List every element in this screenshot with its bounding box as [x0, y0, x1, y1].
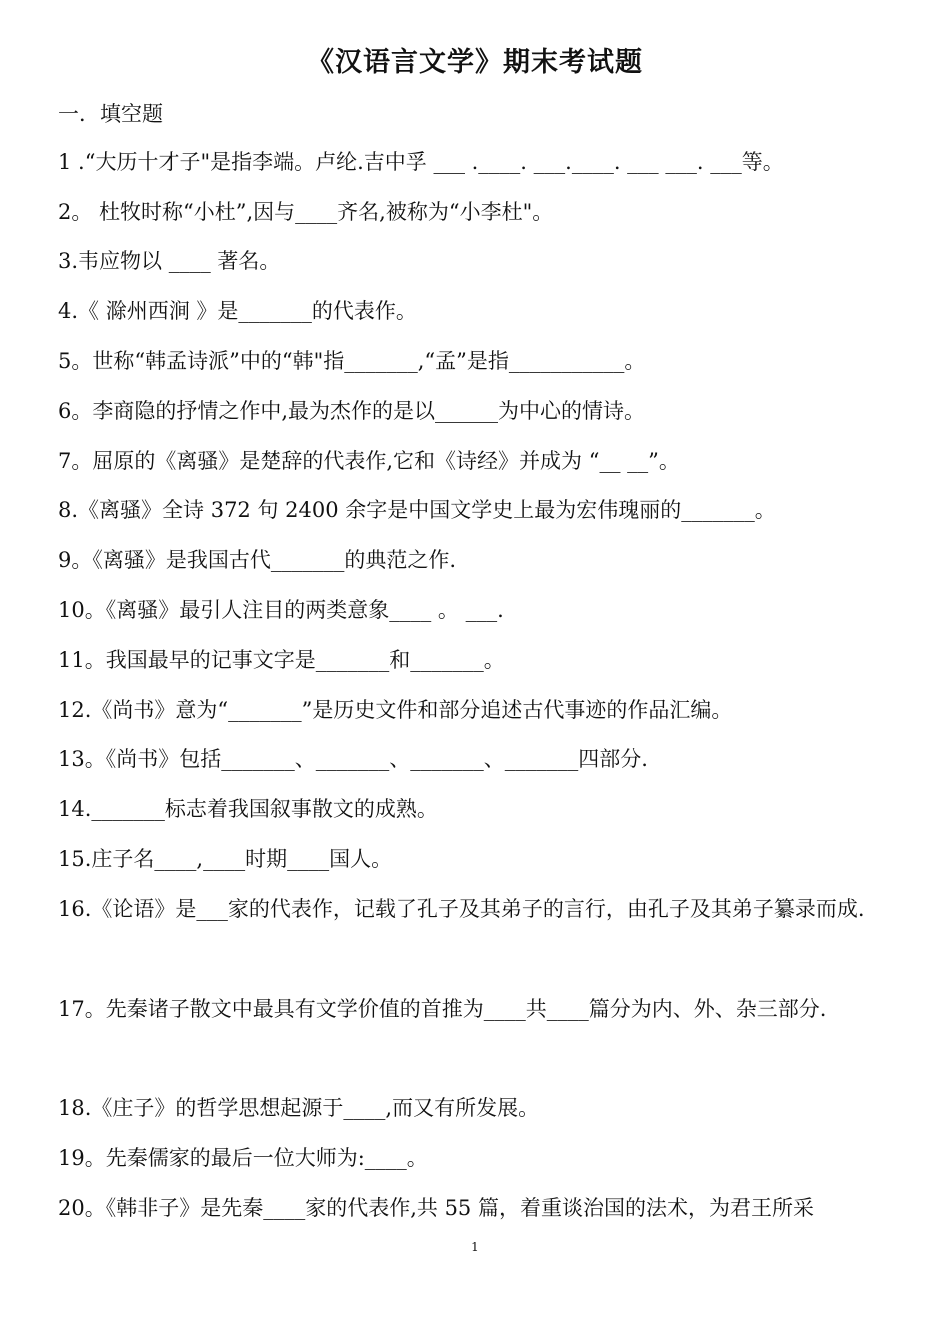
question-7: 7。屈原的《离骚》是楚辞的代表作,它和《诗经》并成为 “__ __”。 [58, 449, 680, 473]
question-9: 9。《离骚》是我国古代_______的典范之作. [58, 548, 457, 572]
question-17: 17。先秦诸子散文中最具有文学价值的首推为____共____篇分为内、外、杂三部分. [58, 997, 827, 1021]
question-2: 2。 杜牧时称“小杜”,因与____齐名,被称为“小李杜"。 [58, 200, 554, 224]
section-heading: 一．填空题 [58, 102, 163, 126]
question-13: 13。《尚书》包括_______、_______、_______、_______四部分. [58, 747, 648, 771]
question-1: 1 .“大历十才子"是指李端。卢纶.吉中孚 ___ .____. ___.____. ___ ___. ___等。 [58, 150, 784, 174]
page-number: 1 [471, 1240, 479, 1254]
question-4: 4.《 滁州西涧 》是_______的代表作。 [58, 299, 417, 323]
question-10: 10。《离骚》最引人注目的两类意象____ 。 ___. [58, 598, 504, 622]
question-15: 15.庄子名____,____时期____国人。 [58, 847, 393, 871]
question-14: 14._______标志着我国叙事散文的成熟。 [58, 797, 438, 821]
question-12: 12.《尚书》意为“_______”是历史文件和部分追述古代事迹的作品汇编。 [58, 698, 733, 722]
question-5: 5。世称“韩孟诗派”中的“韩"指_______,“孟”是指___________。 [58, 349, 646, 373]
question-20: 20。《韩非子》是先秦____家的代表作,共 55 篇，着重谈治国的法术，为君王所采 [58, 1196, 814, 1220]
document-title: 《汉语言文学》期末考试题 [307, 47, 643, 78]
question-11: 11。我国最早的记事文字是_______和_______。 [58, 648, 505, 672]
question-8: 8.《离骚》全诗 372 句 2400 余字是中国文学史上最为宏伟瑰丽的_______。 [58, 498, 776, 522]
question-3: 3.韦应物以 ____ 著名。 [58, 249, 281, 273]
question-18: 18.《庄子》的哲学思想起源于____,而又有所发展。 [58, 1096, 540, 1120]
question-19: 19。先秦儒家的最后一位大师为:____。 [58, 1146, 428, 1170]
question-6: 6。李商隐的抒情之作中,最为杰作的是以______为中心的情诗。 [58, 399, 646, 423]
question-16: 16.《论语》是___家的代表作，记载了孔子及其弟子的言行，由孔子及其弟子纂录而成. [58, 897, 865, 921]
